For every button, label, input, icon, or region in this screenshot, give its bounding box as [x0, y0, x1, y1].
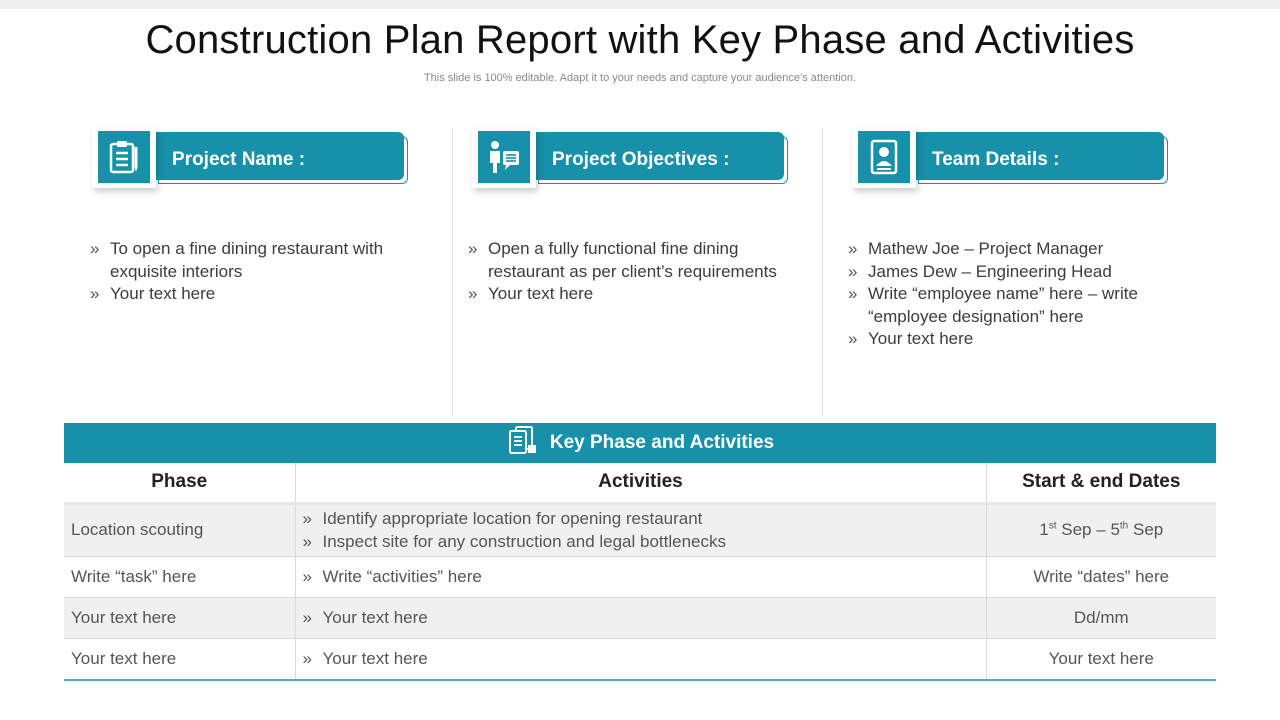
activities-cell — [295, 597, 986, 638]
team-details-list — [848, 238, 1178, 351]
table-header-row — [64, 463, 1216, 503]
project-name-label: Project Name : — [172, 149, 306, 170]
team-details-header — [852, 128, 1192, 198]
project-name-list — [90, 238, 420, 306]
project-name-header — [92, 128, 432, 198]
documents-icon — [506, 425, 550, 461]
dates-cell: Dd/mm — [986, 597, 1216, 638]
project-objectives-card — [472, 128, 812, 306]
phase-cell: Location scouting — [64, 503, 295, 556]
phase-cell: Write “task” here — [64, 556, 295, 597]
header-phase: Phase — [64, 463, 295, 503]
activity-item: » Your text here — [303, 606, 979, 629]
list-item: » Your text here — [90, 283, 420, 306]
activity-item: » Inspect site for any construction and legal bottlenecks — [303, 530, 979, 553]
phase-cell: Your text here — [64, 638, 295, 680]
table-title-bar — [64, 423, 1216, 463]
table-row — [64, 503, 1216, 556]
list-item: » James Dew – Engineering Head — [848, 261, 1178, 284]
activities-cell — [295, 638, 986, 680]
activity-item: » Your text here — [303, 647, 979, 670]
dates-cell: Write “dates” here — [986, 556, 1216, 597]
top-strip — [0, 0, 1280, 9]
project-name-card — [92, 128, 432, 306]
clipboard-icon — [98, 131, 150, 183]
project-objectives-label: Project Objectives : — [552, 149, 730, 170]
team-details-card — [852, 128, 1192, 351]
header-activities: Activities — [295, 463, 986, 503]
activities-cell — [295, 556, 986, 597]
list-item: » Your text here — [848, 328, 1178, 351]
list-item: » Write “employee name” here – write “employee designation” here — [848, 283, 1178, 328]
project-objectives-list — [468, 238, 808, 306]
list-item: » To open a fine dining restaurant with exquisite interiors — [90, 238, 420, 283]
list-item: » Your text here — [468, 283, 808, 306]
activity-item: » Identify appropriate location for opening restaurant — [303, 507, 979, 530]
dates-cell: Your text here — [986, 638, 1216, 680]
activity-item: » Write “activities” here — [303, 565, 979, 588]
table-title: Key Phase and Activities — [549, 432, 775, 453]
list-item: » Mathew Joe – Project Manager — [848, 238, 1178, 261]
project-objectives-header — [472, 128, 812, 198]
page-subtitle: This slide is 100% editable. Adapt it to your needs and capture your audience’s attention. — [423, 72, 857, 84]
id-badge-icon — [858, 131, 910, 183]
list-item: » Open a fully functional fine dining restaurant as per client’s requirements — [468, 238, 808, 283]
header-dates: Start & end Dates — [986, 463, 1216, 503]
phase-table — [64, 463, 1216, 681]
key-phase-table — [64, 423, 1216, 681]
column-divider — [822, 128, 823, 416]
table-row — [64, 597, 1216, 638]
phase-cell: Your text here — [64, 597, 295, 638]
team-details-label: Team Details : — [932, 149, 1060, 170]
dates-cell: 1st Sep – 5th Sep — [986, 503, 1216, 556]
table-row — [64, 638, 1216, 680]
activities-cell — [295, 503, 986, 556]
table-row — [64, 556, 1216, 597]
presenter-icon — [478, 131, 530, 183]
column-divider — [452, 128, 453, 416]
page-title: Construction Plan Report with Key Phase and Activities — [145, 18, 1135, 62]
